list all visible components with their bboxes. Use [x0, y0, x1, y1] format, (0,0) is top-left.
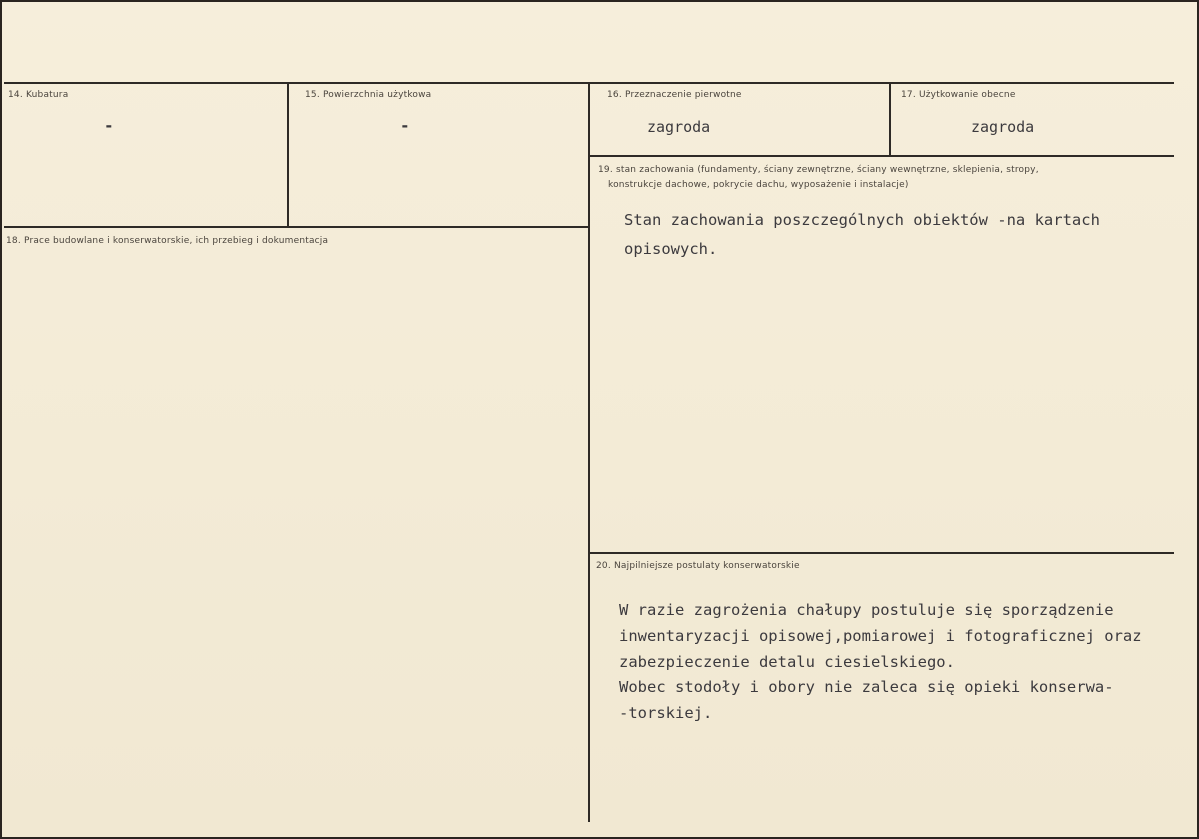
field-19-label-line2: konstrukcje dachowe, pokrycie dachu, wyposażenie i instalacje): [608, 180, 909, 190]
field-19-label-line1: 19. stan zachowania (fundamenty, ściany zewnętrzne, ściany wewnętrzne, sklepienia, stropy,: [598, 165, 1039, 175]
center-divider: [588, 82, 590, 822]
field-16-label: 16. Przeznaczenie pierwotne: [607, 90, 742, 100]
field-18-label: 18. Prace budowlane i konserwatorskie, ich przebieg i dokumentacja: [6, 236, 329, 246]
rule-above-20: [588, 552, 1174, 554]
field-17-label: 17. Użytkowanie obecne: [901, 90, 1016, 100]
divider-16-17: [889, 82, 891, 156]
field-20-label: 20. Najpilniejsze postulaty konserwatorskie: [596, 561, 800, 571]
field-16-value: zagroda: [647, 118, 711, 136]
rule-above-19: [588, 155, 1174, 157]
rule-above-18: [4, 226, 589, 228]
field-20-text-line5: -torskiej.: [619, 704, 713, 722]
field-19-text-line2: opisowych.: [624, 240, 718, 258]
field-15-label: 15. Powierzchnia użytkowa: [305, 90, 432, 100]
field-17-value: zagroda: [971, 118, 1035, 136]
field-15-value: -: [400, 116, 410, 135]
field-20-text-line3: zabezpieczenie detalu ciesielskiego.: [619, 653, 955, 671]
field-20-text-line2: inwentaryzacji opisowej,pomiarowej i fotograficznej oraz: [619, 627, 1142, 645]
field-20-text-line4: Wobec stodoły i obory nie zaleca się opieki konserwa-: [619, 678, 1114, 696]
field-14-label: 14. Kubatura: [8, 90, 69, 100]
field-14-value: -: [104, 116, 114, 135]
field-20-text-line1: W razie zagrożenia chałupy postuluje się sporządzenie: [619, 601, 1114, 619]
divider-14-15: [287, 82, 289, 227]
field-19-text-line1: Stan zachowania poszczególnych obiektów -na kartach: [624, 211, 1100, 229]
